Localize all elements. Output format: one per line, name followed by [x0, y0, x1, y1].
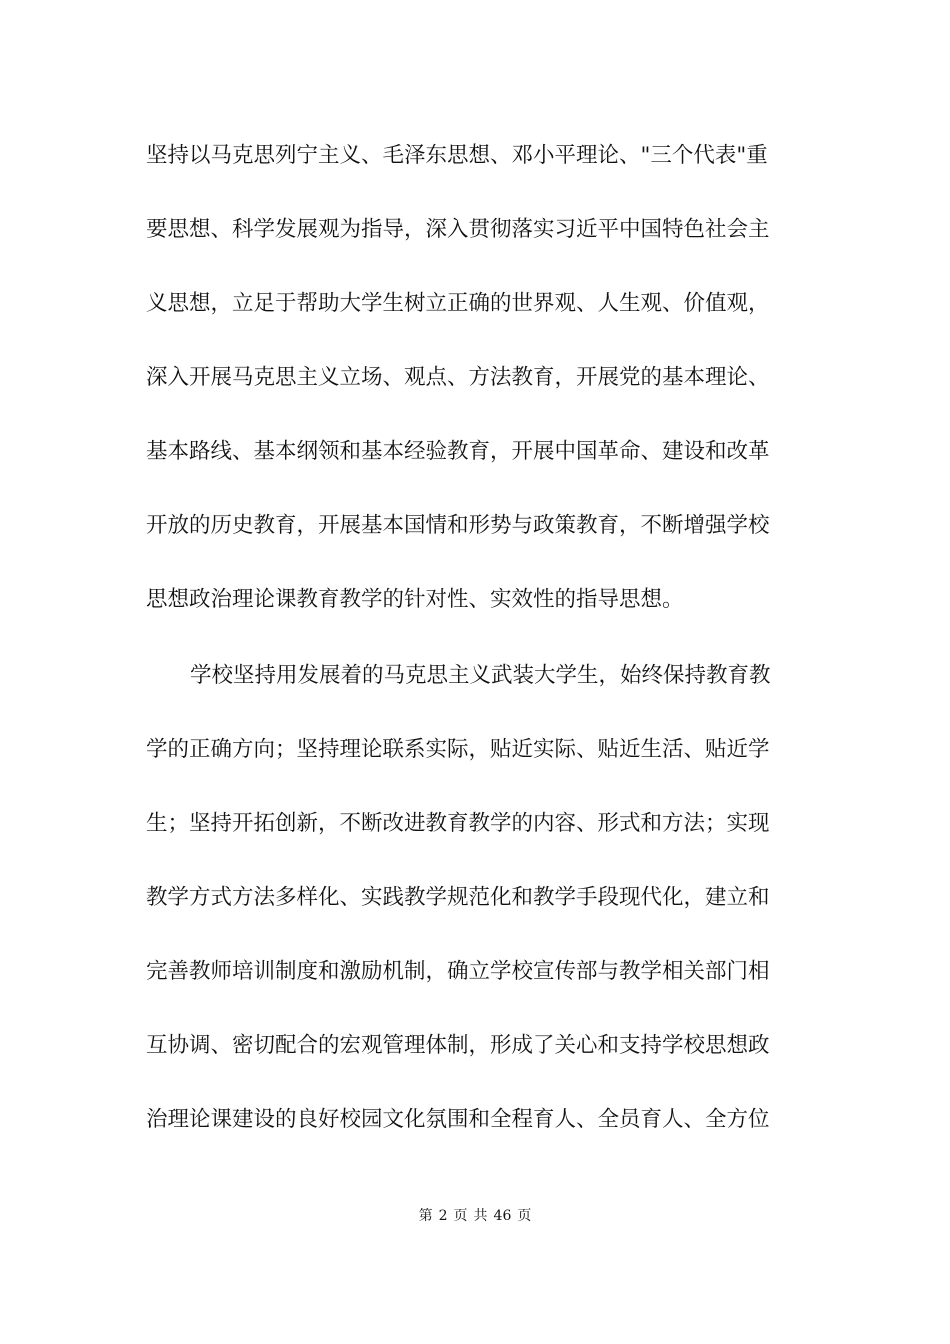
- text-line: 基本路线、基本纲领和基本经验教育，开展中国革命、建设和改革: [146, 439, 770, 464]
- footer-total-word: 共: [473, 1208, 488, 1224]
- text-line: 开放的历史教育，开展基本国情和形势与政策教育，不断增强学校: [146, 513, 770, 538]
- text-line: 生；坚持开拓创新，不断改进教育教学的内容、形式和方法；实现: [146, 811, 770, 836]
- text-line: 深入开展马克思主义立场、观点、方法教育，开展党的基本理论、: [146, 365, 770, 390]
- text-line: 互协调、密切配合的宏观管理体制，形成了关心和支持学校思想政: [146, 1033, 770, 1058]
- footer-prefix: 第: [418, 1208, 433, 1224]
- current-page-number: 2: [438, 1208, 448, 1224]
- footer-page-word: 页: [453, 1208, 468, 1224]
- text-line: 教学方式方法多样化、实践教学规范化和教学手段现代化，建立和: [146, 885, 770, 910]
- page-footer: [0, 1206, 950, 1226]
- total-pages-number: 46: [493, 1208, 512, 1224]
- text-line: 治理论课建设的良好校园文化氛围和全程育人、全员育人、全方位: [146, 1107, 770, 1132]
- paragraph-first-line: 学校坚持用发展着的马克思主义武装大学生，始终保持教育教: [190, 663, 771, 688]
- footer-suffix: 页: [517, 1208, 532, 1224]
- text-line: 学的正确方向；坚持理论联系实际，贴近实际、贴近生活、贴近学: [146, 737, 770, 762]
- text-line: 完善教师培训制度和激励机制，确立学校宣传部与教学相关部门相: [146, 959, 770, 984]
- text-line: 义思想，立足于帮助大学生树立正确的世界观、人生观、价值观，: [146, 291, 770, 316]
- text-line: 坚持以马克思列宁主义、毛泽东思想、邓小平理论、"三个代表"重: [146, 143, 768, 168]
- text-line: 要思想、科学发展观为指导，深入贯彻落实习近平中国特色社会主: [146, 217, 770, 242]
- text-line: 思想政治理论课教育教学的针对性、实效性的指导思想。: [146, 587, 684, 612]
